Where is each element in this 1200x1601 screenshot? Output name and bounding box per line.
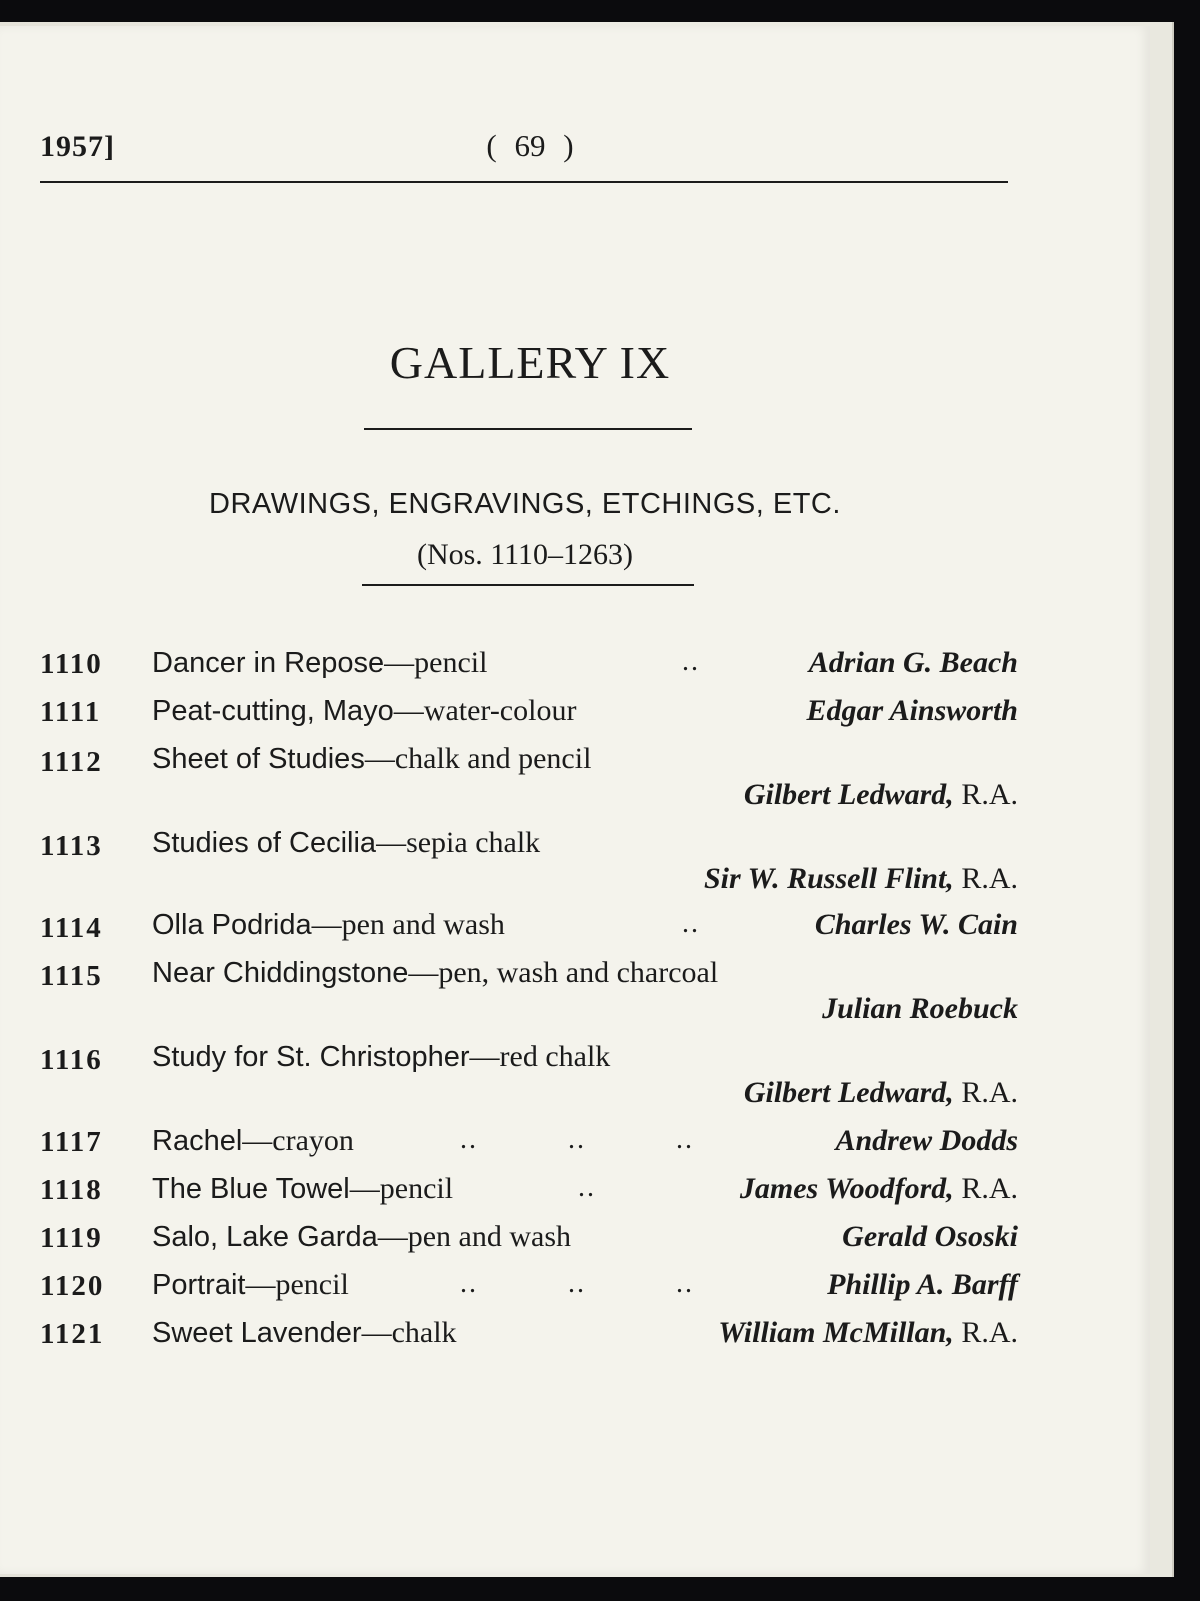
- entry-artist: [842, 1220, 1018, 1254]
- entry-artist: [822, 992, 1018, 1026]
- entry-number: 1119: [40, 1222, 103, 1254]
- entry-title: [152, 1316, 457, 1350]
- entry-medium: —pencil: [349, 1172, 454, 1205]
- entry-medium: —pen, wash and charcoal: [408, 956, 719, 989]
- artist-name: Andrew Dodds: [835, 1124, 1018, 1157]
- artist-name: Gilbert Ledward,: [743, 778, 954, 811]
- entry-leader: ..: [682, 908, 700, 939]
- entry-title-text: Portrait: [152, 1269, 246, 1301]
- entry-artist: [740, 1172, 1018, 1206]
- entry-list: [0, 26, 1150, 1574]
- entry-title-text: Dancer in Repose: [152, 647, 385, 679]
- entry-leader: ..: [682, 646, 700, 677]
- entry-title: [152, 742, 591, 776]
- artist-name: Phillip A. Barff: [827, 1268, 1018, 1301]
- entry-medium: —pencil: [245, 1268, 349, 1301]
- artist-name: Adrian G. Beach: [808, 646, 1018, 679]
- entry-title: [152, 1172, 453, 1206]
- entry-title-text: Near Chiddingstone: [152, 957, 409, 989]
- entry-medium: —water-colour: [393, 694, 577, 727]
- entry-artist: [809, 646, 1018, 680]
- artist-name: Charles W. Cain: [814, 908, 1018, 941]
- entry-leader: .. .. ..: [460, 1124, 694, 1155]
- entry-number: 1118: [40, 1174, 103, 1206]
- entry-leader: ..: [578, 1172, 596, 1203]
- entry-number: 1111: [40, 696, 102, 728]
- entry-artist: [744, 778, 1018, 812]
- entry-title-text: The Blue Towel: [152, 1173, 350, 1205]
- entry-number: 1115: [40, 960, 103, 992]
- entry-title: [152, 694, 576, 728]
- entry-leader: .. .. ..: [460, 1268, 694, 1299]
- entry-title-text: Rachel: [152, 1125, 243, 1157]
- entry-title: [152, 1040, 610, 1074]
- artist-name: Gerald Ososki: [842, 1220, 1018, 1253]
- entry-number: 1116: [40, 1044, 103, 1076]
- entry-title-text: Sweet Lavender: [152, 1317, 362, 1349]
- entry-title: [152, 908, 505, 942]
- artist-suffix: R.A.: [953, 1076, 1018, 1109]
- entry-title-text: Salo, Lake Garda: [152, 1221, 378, 1253]
- artist-suffix: R.A.: [953, 1316, 1018, 1349]
- entry-medium: —chalk and pencil: [364, 742, 592, 775]
- entry-title-text: Study for St. Christopher: [152, 1041, 470, 1073]
- entry-medium: —chalk: [361, 1316, 457, 1349]
- entry-artist: [835, 1124, 1018, 1158]
- page-number: ( 69 ): [486, 128, 574, 163]
- entry-title-text: Peat-cutting, Mayo: [152, 695, 394, 727]
- entry-medium: —sepia chalk: [376, 826, 541, 859]
- entry-title: [152, 1124, 354, 1158]
- entry-number: 1110: [40, 648, 103, 680]
- artist-suffix: R.A.: [953, 1172, 1018, 1205]
- entry-number: 1114: [40, 912, 103, 944]
- artist-name: James Woodford,: [739, 1172, 954, 1205]
- entry-title: [152, 1220, 571, 1254]
- entry-title-text: Sheet of Studies: [152, 743, 365, 775]
- entry-medium: —pen and wash: [311, 908, 505, 941]
- section-heading: DRAWINGS, ENGRAVINGS, ETCHINGS, ETC.: [209, 488, 841, 520]
- entry-title: [152, 826, 540, 860]
- entry-medium: —red chalk: [469, 1040, 611, 1073]
- entry-artist: [815, 908, 1018, 942]
- header-year: 1957]: [40, 130, 115, 163]
- artist-suffix: R.A.: [953, 862, 1018, 895]
- entry-title-text: Studies of Cecilia: [152, 827, 377, 859]
- entry-artist: [744, 1076, 1018, 1110]
- entry-title: [152, 646, 487, 680]
- entry-title: [152, 1268, 349, 1302]
- artist-name: Edgar Ainsworth: [806, 694, 1018, 727]
- entry-title-text: Olla Podrida: [152, 909, 312, 941]
- entry-artist: [807, 694, 1018, 728]
- entry-title: [152, 956, 718, 990]
- entry-number: 1117: [40, 1126, 103, 1158]
- artist-suffix: R.A.: [953, 778, 1018, 811]
- section-range: (Nos. 1110–1263): [416, 538, 634, 571]
- entry-artist: [704, 862, 1018, 896]
- gallery-title: GALLERY IX: [389, 337, 671, 388]
- entry-number: 1113: [40, 830, 103, 862]
- catalogue-page: [0, 26, 1150, 1574]
- artist-name: Julian Roebuck: [822, 992, 1018, 1025]
- artist-name: Gilbert Ledward,: [743, 1076, 954, 1109]
- artist-name: William McMillan,: [718, 1316, 954, 1349]
- artist-name: Sir W. Russell Flint,: [703, 862, 954, 895]
- entry-medium: —pencil: [384, 646, 488, 679]
- entry-number: 1121: [40, 1318, 105, 1350]
- entry-artist: [827, 1268, 1018, 1302]
- entry-number: 1120: [40, 1270, 105, 1302]
- entry-medium: —crayon: [242, 1124, 354, 1157]
- entry-number: 1112: [40, 746, 103, 778]
- entry-artist: [718, 1316, 1018, 1350]
- entry-medium: —pen and wash: [377, 1220, 571, 1253]
